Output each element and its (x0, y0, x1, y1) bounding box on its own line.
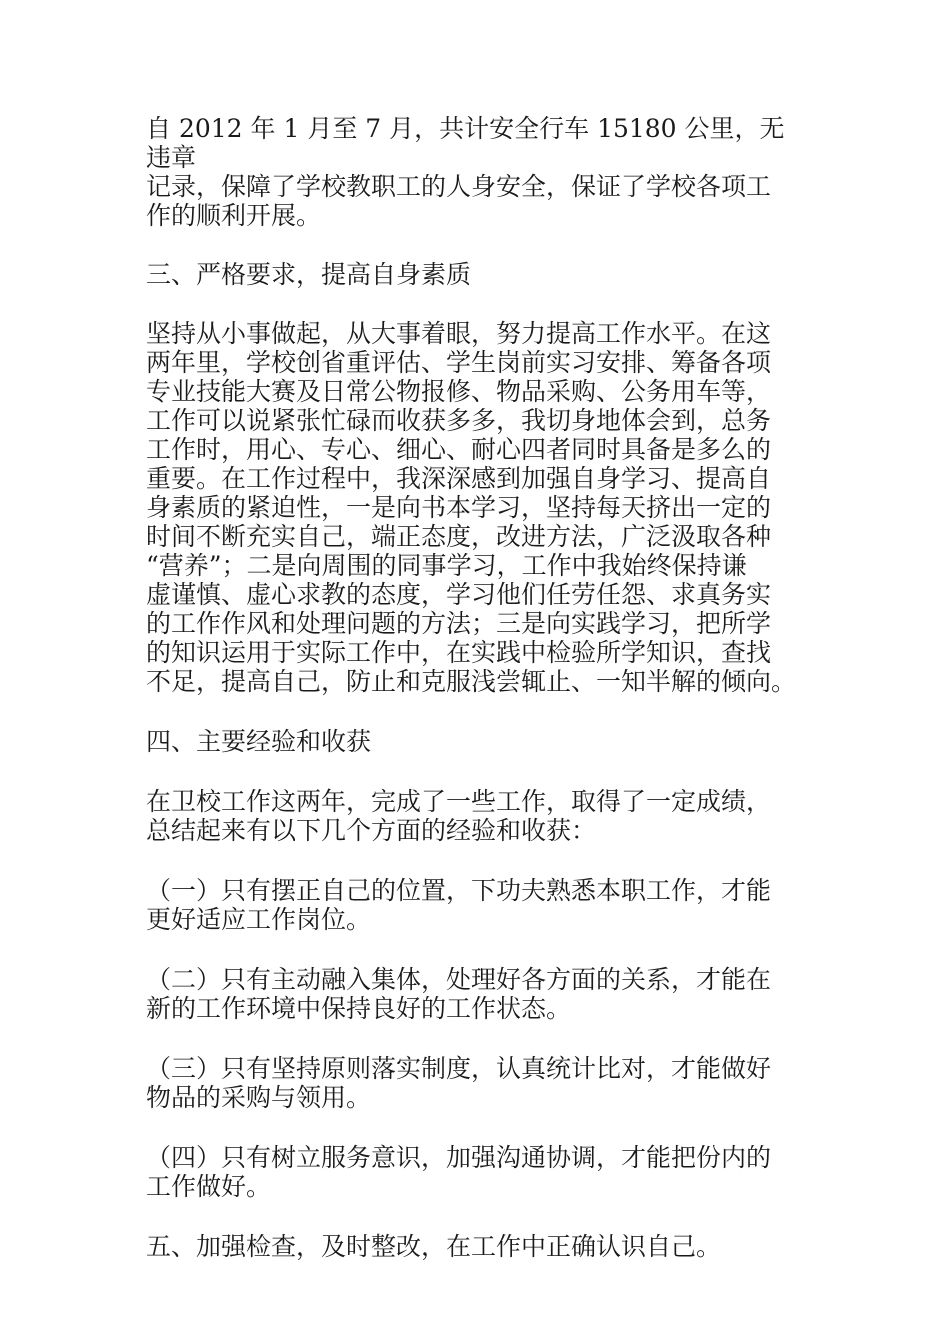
paragraph-self-improvement: 坚持从小事做起，从大事着眼，努力提高工作水平。在这 两年里，学校创省重评估、学生岗前实习安排、筹备各项 专业技能大赛及日常公物报修、物品采购、公务用车等， 工作可以说紧张忙碌而收获多多，我切身地体会到，总务 工作时，用心、专心、细心、耐心四者同时具备是多么的 重要。在工作过程中，我深深感到加强自身学习、提高自 身素质的紧迫性，一是向书本学习，坚持每天挤出一定的 时间不断充实自己，端正态度，改进方法，广泛汲取各种 “营养”；二是向周围的同事学习，工作中我始终保持谦 虚谨慎、虚心求教的态度，学习他们任劳任怨、求真务实 的工作作风和处理问题的方法；三是向实践学习，把所学 的知识运用于实际工作中，在实践中检验所学知识，查找 不足，提高自己，防止和克服浅尝辄止、一知半解的倾向。 (146, 319, 797, 696)
paragraph-safe-driving: 自 2012 年 1 月至 7 月，共计安全行车 15180 公里，无违章 记录，保障了学校教职工的人身安全，保证了学校各项工 作的顺利开展。 (146, 114, 785, 230)
list-item-two: （二）只有主动融入集体，处理好各方面的关系，才能在 新的工作环境中保持良好的工作状态。 (146, 965, 772, 1023)
heading-section-four: 四、主要经验和收获 (146, 727, 372, 756)
paragraph-experience-intro: 在卫校工作这两年，完成了一些工作，取得了一定成绩， 总结起来有以下几个方面的经验和收获： (146, 787, 772, 845)
list-item-three: （三）只有坚持原则落实制度，认真统计比对，才能做好 物品的采购与领用。 (146, 1054, 772, 1112)
heading-section-three: 三、严格要求，提高自身素质 (146, 260, 472, 289)
list-item-one: （一）只有摆正自己的位置，下功夫熟悉本职工作，才能 更好适应工作岗位。 (146, 876, 772, 934)
document-body (146, 114, 806, 1261)
heading-section-five: 五、加强检查，及时整改，在工作中正确认识自己。 (146, 1232, 722, 1261)
list-item-four: （四）只有树立服务意识，加强沟通协调，才能把份内的 工作做好。 (146, 1143, 772, 1201)
